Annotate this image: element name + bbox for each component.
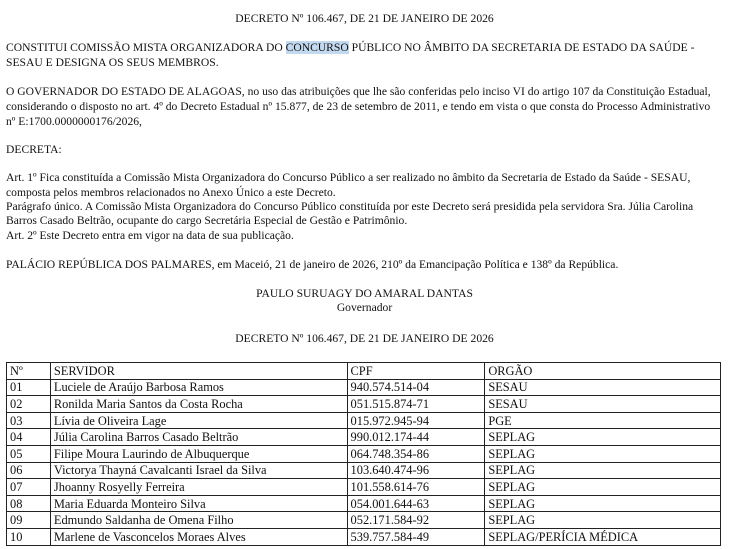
row-orgao: SEPLAG/PERÍCIA MÉDICA xyxy=(485,528,721,545)
table-row xyxy=(7,462,721,479)
annex-title: DECRETO Nº 106.467, DE 21 DE JANEIRO DE 2026 xyxy=(235,332,494,345)
row-number: 10 xyxy=(7,528,51,545)
table-row xyxy=(7,512,721,529)
row-servidor: Maria Eduarda Monteiro Silva xyxy=(50,495,347,512)
article-line-4: Barros Casado Beltrão, ocupante do cargo Secretária Especial de Gestão e Patrimônio. xyxy=(6,214,408,227)
row-orgao: PGE xyxy=(485,412,721,429)
article-line-5: Art. 2º Este Decreto entra em vigor na data de sua publicação. xyxy=(6,229,294,242)
header-number: Nº xyxy=(7,363,51,380)
row-number: 09 xyxy=(7,512,51,529)
row-orgao: SEPLAG xyxy=(485,445,721,462)
row-number: 04 xyxy=(7,429,51,446)
members-table xyxy=(6,362,721,546)
header-orgao: ORGÃO xyxy=(485,363,721,380)
table-row xyxy=(7,528,721,545)
row-servidor: Lívia de Oliveira Lage xyxy=(50,412,347,429)
row-servidor: Ronilda Maria Santos da Costa Rocha xyxy=(50,396,347,413)
row-orgao: SEPLAG xyxy=(485,512,721,529)
row-cpf: 051.515.874-71 xyxy=(347,396,485,413)
row-orgao: SEPLAG xyxy=(485,495,721,512)
summary-line-1 xyxy=(6,41,695,54)
article-line-3: Parágrafo único. A Comissão Mista Organizadora do Concurso Público constituída por este Decreto será presidida pela servidora Sra. Júlia Carolina xyxy=(6,200,694,213)
row-orgao: SEPLAG xyxy=(485,429,721,446)
row-servidor: Edmundo Saldanha de Omena Filho xyxy=(50,512,347,529)
row-orgao: SESAU xyxy=(485,396,721,413)
table-header-row xyxy=(7,363,721,380)
row-servidor: Luciele de Araújo Barbosa Ramos xyxy=(50,379,347,396)
row-servidor: Jhoanny Rosyelly Ferreira xyxy=(50,479,347,496)
closing-line: PALÁCIO REPÚBLICA DOS PALMARES, em Maceió, 21 de janeiro de 2026, 210º da Emancipação Política e 138º da República. xyxy=(6,258,619,271)
row-number: 05 xyxy=(7,445,51,462)
table-row xyxy=(7,479,721,496)
row-number: 06 xyxy=(7,462,51,479)
row-number: 01 xyxy=(7,379,51,396)
table-row xyxy=(7,495,721,512)
row-servidor: Victorya Thayná Cavalcanti Israel da Silva xyxy=(50,462,347,479)
table-row xyxy=(7,412,721,429)
row-orgao: SEPLAG xyxy=(485,479,721,496)
row-orgao: SEPLAG xyxy=(485,462,721,479)
row-number: 03 xyxy=(7,412,51,429)
decreta-label: DECRETA: xyxy=(6,143,62,156)
summary-text-before: CONSTITUI COMISSÃO MISTA ORGANIZADORA DO xyxy=(6,41,286,54)
row-cpf: 015.972.945-94 xyxy=(347,412,485,429)
signature-name: PAULO SURUAGY DO AMARAL DANTAS xyxy=(256,287,473,300)
preamble-line-2: considerando o disposto no art. 4º do Decreto Estadual nº 15.877, de 23 de setembro de 2011, e tendo em vista o que consta do Processo Administrativo xyxy=(6,100,711,113)
row-cpf: 101.558.614-76 xyxy=(347,479,485,496)
row-number: 07 xyxy=(7,479,51,496)
decree-title: DECRETO Nº 106.467, DE 21 DE JANEIRO DE 2026 xyxy=(235,12,494,25)
table-row xyxy=(7,429,721,446)
row-orgao: SESAU xyxy=(485,379,721,396)
header-cpf: CPF xyxy=(347,363,485,380)
row-number: 02 xyxy=(7,396,51,413)
row-servidor: Marlene de Vasconcelos Moraes Alves xyxy=(50,528,347,545)
row-cpf: 103.640.474-96 xyxy=(347,462,485,479)
table-row xyxy=(7,445,721,462)
row-cpf: 940.574.514-04 xyxy=(347,379,485,396)
article-line-2: composta pelos membros relacionados no Anexo Único a este Decreto. xyxy=(6,186,336,199)
header-servidor: SERVIDOR xyxy=(50,363,347,380)
table-row xyxy=(7,396,721,413)
row-cpf: 052.171.584-92 xyxy=(347,512,485,529)
preamble-line-1: O GOVERNADOR DO ESTADO DE ALAGOAS, no uso das atribuições que lhe são conferidas pelo inciso VI do artigo 107 da Constituição Estadual, xyxy=(6,85,711,98)
summary-line-2: SESAU E DESIGNA OS SEUS MEMBROS. xyxy=(6,56,219,69)
table-row xyxy=(7,379,721,396)
row-cpf: 990.012.174-44 xyxy=(347,429,485,446)
article-line-1: Art. 1º Fica constituída a Comissão Mista Organizadora do Concurso Público a ser realizado no âmbito da Secretaria de Estado da Saúde - SESAU, xyxy=(6,171,691,184)
preamble-line-3: nº E:1700.0000000176/2026, xyxy=(6,115,142,128)
row-servidor: Júlia Carolina Barros Casado Beltrão xyxy=(50,429,347,446)
highlighted-word[interactable]: CONCURSO xyxy=(285,41,349,54)
row-number: 08 xyxy=(7,495,51,512)
row-cpf: 539.757.584-49 xyxy=(347,528,485,545)
row-servidor: Filipe Moura Laurindo de Albuquerque xyxy=(50,445,347,462)
signature-role: Governador xyxy=(336,301,393,314)
row-cpf: 054.001.644-63 xyxy=(347,495,485,512)
row-cpf: 064.748.354-86 xyxy=(347,445,485,462)
summary-text-after: PÚBLICO NO ÂMBITO DA SECRETARIA DE ESTADO DA SAÚDE - xyxy=(348,41,695,54)
